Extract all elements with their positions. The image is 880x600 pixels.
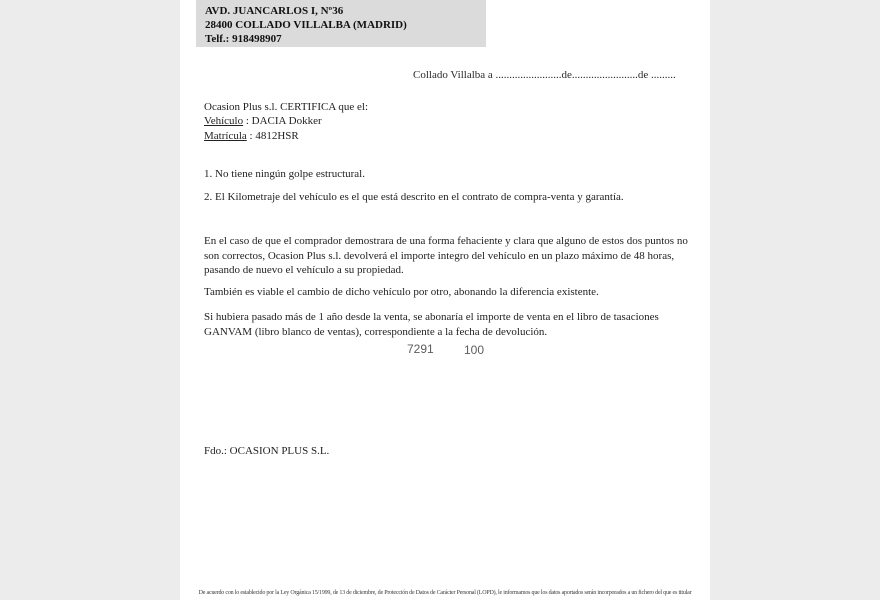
refund-paragraph: En el caso de que el comprador demostrara de una forma fehaciente y clara que alguno de estos dos puntos no son correctos, Ocasion Plus s.l. devolverá el importe integro del vehículo en un plazo máximo de 48 horas, pasando de nuevo el vehículo a su propiedad. <box>204 235 688 276</box>
plate-line <box>204 129 299 144</box>
overlay-number-1: 7291 <box>407 342 434 356</box>
letterhead-city-line: 28400 COLLADO VILLALBA (MADRID) <box>205 19 407 31</box>
letterhead-address-block <box>196 0 486 47</box>
signature-line: Fdo.: OCASION PLUS S.L. <box>204 445 330 457</box>
vehicle-label: Vehículo <box>204 115 244 127</box>
letterhead-address-line: AVD. JUANCARLOS I, Nº36 <box>205 5 344 17</box>
valuation-paragraph: Si hubiera pasado más de 1 año desde la venta, se abonaría el importe de venta en el libro de tasaciones GANVAM (libro blanco de ventas), correspondiente a la fecha de devolución. <box>204 311 659 338</box>
plate-label: Matrícula <box>204 130 247 142</box>
overlay-number-2: 100 <box>464 343 485 357</box>
vehicle-value: : DACIA Dokker <box>245 115 322 127</box>
vehicle-line <box>204 114 322 129</box>
legal-footer: De acuerdo con lo establecido por la Ley Orgánica 15/1999, de 13 de diciembre, de Protección de Datos de Carácter Personal (LOPD), le informamos que los datos aportados serán incorporados a un fichero del que es titular <box>198 590 692 596</box>
plate-value: : 4812HSR <box>249 130 299 142</box>
exchange-paragraph: También es viable el cambio de dicho vehículo por otro, abonando la diferencia existente. <box>204 286 599 298</box>
certified-point-2: 2. El Kilometraje del vehículo es el que está descrito en el contrato de compra-venta y garantía. <box>204 191 624 203</box>
certified-point-1: 1. No tiene ningún golpe estructural. <box>204 168 365 180</box>
date-line: Collado Villalba a ........................de........................de ......... <box>413 69 676 81</box>
document-page <box>180 0 710 600</box>
certification-intro: Ocasion Plus s.l. CERTIFICA que el: <box>204 101 369 113</box>
letterhead-phone-line: Telf.: 918498907 <box>205 33 282 45</box>
